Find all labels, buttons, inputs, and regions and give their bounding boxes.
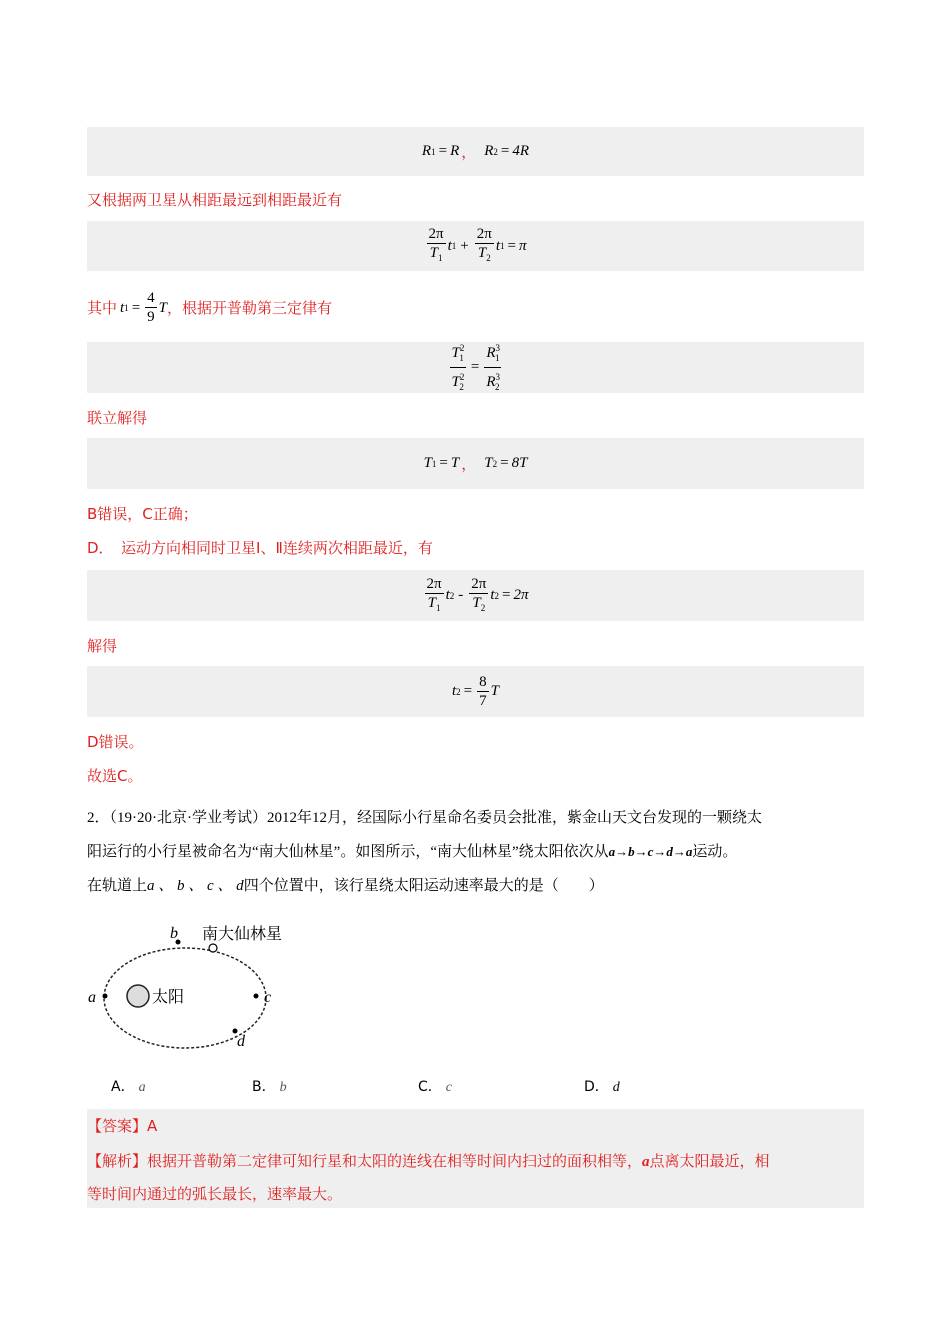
choice-b[interactable] (252, 1076, 287, 1096)
denominator (476, 244, 493, 267)
var-t2: T (484, 455, 493, 471)
denominator: 7 (479, 693, 487, 709)
sub: 1 (459, 353, 464, 363)
point-a (103, 994, 108, 999)
analysis-part: 点离太阳最近，相 (649, 1152, 770, 1170)
rhs: 2π (513, 587, 529, 603)
choice-value: a (138, 1080, 146, 1095)
sub: 2 (494, 590, 499, 601)
equals: = (438, 143, 448, 159)
analysis-text (87, 1145, 864, 1210)
denominator (426, 594, 443, 617)
orbit-figure (80, 920, 320, 1055)
sub: 1 (435, 602, 441, 613)
inline-equation-t1 (120, 289, 167, 326)
fraction (427, 225, 446, 267)
minus: - (458, 587, 464, 603)
equals: = (507, 237, 516, 254)
plus: + (460, 237, 469, 254)
text-line-solve: 联立解得 (87, 409, 148, 427)
denominator (484, 368, 501, 396)
denominator: 9 (147, 309, 155, 325)
sub: 1 (431, 458, 437, 469)
label-b: b (170, 925, 178, 942)
var: T (427, 594, 436, 611)
point-c (254, 994, 259, 999)
sub: 2 (486, 253, 491, 263)
analysis-part: 根据开普勒第二定律可知行星和太阳的连线在相等时间内扫过的面积相等， (147, 1152, 643, 1170)
var-t: t (120, 299, 125, 316)
value-r2: 4R (512, 143, 530, 159)
var-t1: T (423, 455, 432, 471)
choice-key: C． (418, 1079, 442, 1095)
text: 在轨道上 (87, 878, 148, 894)
numerator: 4 (147, 290, 155, 306)
sub: 1 (451, 241, 457, 251)
choice-key: B． (252, 1079, 276, 1095)
choice-a[interactable] (111, 1076, 146, 1096)
asteroid-icon (209, 944, 217, 952)
value-r1: R (450, 143, 460, 159)
equation-angle-sum (87, 221, 864, 271)
rhs: π (518, 237, 527, 254)
text: 运动。 (692, 844, 738, 860)
equals: = (500, 455, 509, 471)
equation-box-radii (87, 127, 864, 176)
question-line-1: 2．（19·20·北京·学业考试）2012年12月，经国际小行星命名委员会批准，紫金山天文台发现的一颗绕太 (87, 810, 762, 826)
choice-value: b (279, 1080, 287, 1095)
sun-icon (127, 985, 149, 1007)
label-c: c (264, 989, 272, 1006)
equation-periods (87, 438, 864, 489)
separator: ， (461, 457, 477, 473)
var-T: T (158, 299, 167, 316)
value-t1: T (450, 455, 460, 471)
orbit-path: a→b→c→d→a (608, 844, 693, 859)
var: T (477, 245, 487, 261)
equation-box-t2 (87, 666, 864, 717)
text-line-d-wrong: D错误。 (87, 733, 144, 751)
position-vars: a 、 b 、 c 、 d (147, 878, 244, 894)
value-t2: 8T (511, 455, 528, 471)
answer-text: 【答案】A (87, 1117, 158, 1135)
analysis-part: 等时间内通过的弧长最长，速率最大。 (87, 1185, 343, 1203)
var: R (486, 345, 496, 361)
var: T (451, 345, 460, 361)
numerator: 2π (476, 226, 492, 242)
denominator (470, 594, 487, 617)
sub: 2 (492, 458, 498, 469)
sup: 2 (459, 343, 465, 353)
text-line-b-wrong: B错误，C正确； (87, 505, 198, 523)
denominator (450, 368, 466, 396)
sub: 1 (499, 241, 505, 251)
equation-box-angle-diff (87, 570, 864, 621)
equation-angle-diff (87, 570, 864, 621)
sub: 2 (449, 590, 455, 601)
equation-kepler-third (87, 342, 864, 393)
fraction (469, 575, 488, 617)
sub: 1 (431, 146, 436, 157)
var-t: t (490, 587, 495, 603)
question-line-2 (87, 835, 864, 869)
sup: 3 (495, 372, 500, 382)
label-a: a (88, 989, 96, 1006)
var: T (429, 245, 438, 261)
label-d: d (237, 1033, 245, 1050)
sub: 2 (456, 686, 461, 697)
var-t: t (495, 237, 500, 254)
sup: 3 (495, 343, 500, 353)
equation-box-angle-sum (87, 221, 864, 271)
equals: = (500, 143, 510, 159)
sub: 1 (124, 302, 129, 313)
analysis-var: a (642, 1154, 650, 1170)
var-r1: R (421, 143, 432, 159)
text-line-d-option: D． 运动方向相同时卫星Ⅰ、Ⅱ连续两次相距最近，有 (87, 539, 433, 557)
equation-box-kepler-third (87, 342, 864, 393)
sup: 2 (459, 372, 465, 382)
choice-c[interactable] (418, 1076, 452, 1096)
var: T (451, 374, 460, 390)
choice-key: A． (111, 1079, 135, 1095)
sun-label: 太阳 (152, 989, 185, 1006)
answer-box (87, 1109, 864, 1208)
text-line-farthest-nearest: 又根据两卫星从相距最远到相距最近有 (87, 191, 343, 209)
equals: = (439, 455, 448, 471)
sub: 1 (437, 253, 443, 263)
separator: ， (461, 145, 477, 161)
equals: = (131, 299, 141, 316)
numerator (450, 339, 466, 368)
var-t: t (452, 683, 457, 699)
numerator: 2π (426, 575, 442, 592)
var-t: t (445, 587, 450, 603)
sub: 2 (494, 382, 500, 392)
text: 四个位置中，该行星绕太阳运动速率最大的是（ ） (243, 878, 604, 894)
equals: = (502, 587, 511, 603)
suffix: ，根据开普勒第三定律有 (167, 298, 333, 317)
text-line-solution: 解得 (87, 637, 118, 655)
prefix: 其中 (87, 298, 118, 317)
analysis-label: 【解析】 (87, 1152, 148, 1170)
text: 阳运行的小行星被命名为“南大仙林星”。如图所示，“南大仙林星”绕太阳依次从 (87, 844, 609, 860)
numerator (484, 339, 501, 368)
question-line-3 (87, 869, 864, 903)
var: T (472, 594, 481, 611)
numerator: 8 (479, 674, 487, 690)
text-line-where-t1 (87, 289, 332, 326)
fraction (477, 673, 489, 710)
var-t: t (447, 237, 452, 254)
choice-value: c (445, 1080, 452, 1095)
sub: 1 (494, 353, 500, 363)
fraction (484, 339, 501, 396)
numerator: 2π (471, 575, 487, 592)
equation-radii (87, 127, 864, 176)
sub: 2 (459, 382, 464, 392)
var-T: T (490, 683, 499, 699)
text-line-choose-c: 故选C。 (87, 767, 143, 785)
question-2 (87, 801, 864, 903)
equals: = (463, 683, 473, 699)
choice-d[interactable] (584, 1076, 620, 1096)
equation-box-periods (87, 438, 864, 489)
numerator: 2π (428, 226, 444, 242)
equals: = (470, 359, 480, 375)
sub: 2 (480, 602, 486, 613)
asteroid-label: 南大仙林星 (202, 926, 283, 943)
var: R (486, 374, 496, 390)
sub: 2 (493, 146, 498, 157)
equation-t2 (87, 666, 864, 717)
var-r2: R (484, 143, 494, 159)
choice-key: D． (584, 1079, 609, 1095)
denominator (428, 244, 445, 267)
fraction (145, 289, 157, 326)
choice-value: d (612, 1080, 620, 1095)
fraction (475, 225, 494, 267)
fraction (450, 339, 466, 396)
fraction (425, 575, 444, 617)
